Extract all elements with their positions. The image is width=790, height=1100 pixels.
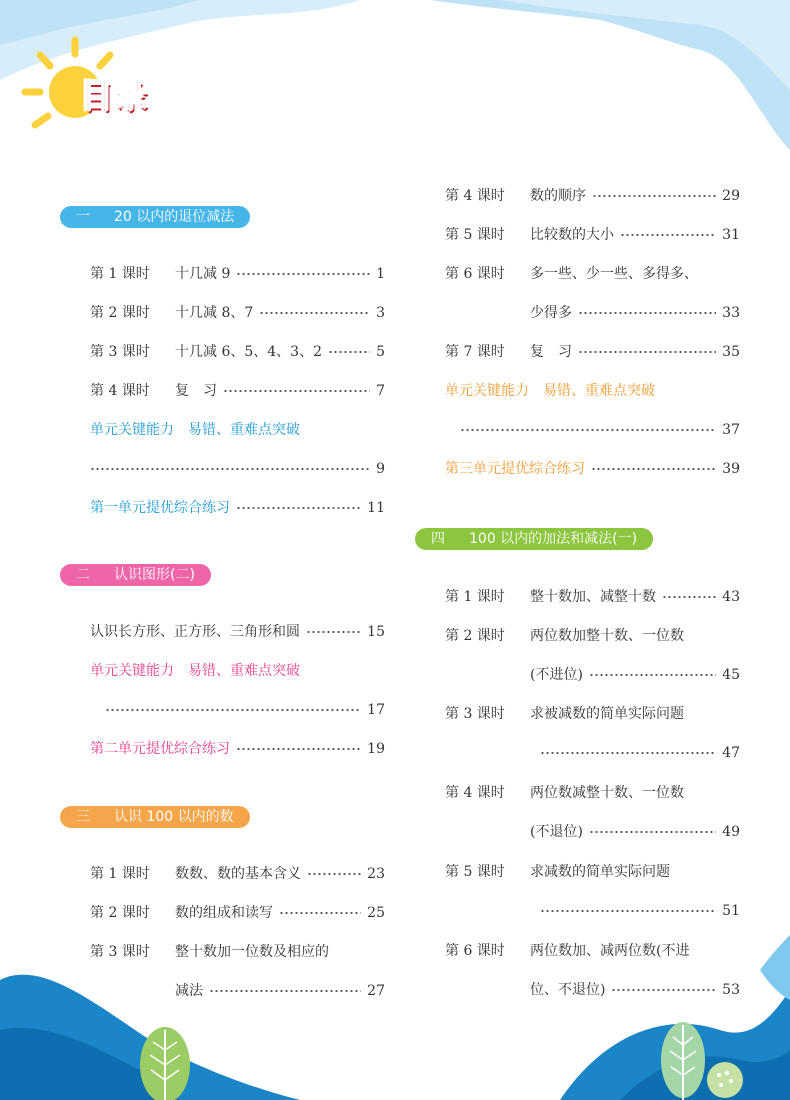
toc-key-skill[interactable]: 单元关键能力 易错、重难点突破 [90, 663, 300, 679]
page-title: 目录 [80, 76, 149, 114]
unit-2-number: 二 [76, 567, 90, 583]
toc-entry-page[interactable]: 51 [540, 901, 740, 921]
toc-entry-page[interactable]: 47 [540, 743, 740, 763]
toc-entry[interactable]: 第 5 课时 求减数的简单实际问题 [445, 864, 670, 880]
toc-entry-continued[interactable]: 减法 27 [175, 983, 385, 999]
unit-4-title: 100 以内的加法和减法(一) [469, 531, 638, 547]
toc-entry[interactable]: 第 5 课时 比较数的大小 31 [445, 227, 740, 243]
toc-entry[interactable]: 第 4 课时 两位数减整十数、一位数 [445, 785, 684, 801]
toc-entry[interactable]: 第 2 课时 十几减 8、7 3 [90, 305, 385, 321]
toc-entry-continued[interactable]: 位、不退位) 53 [530, 982, 740, 998]
unit-1-header[interactable] [60, 206, 250, 228]
toc-key-skill-page[interactable]: 9 [90, 459, 385, 479]
toc-key-skill[interactable]: 单元关键能力 易错、重难点突破 [90, 422, 300, 438]
toc-entry[interactable]: 第 4 课时 数的顺序 29 [445, 188, 740, 204]
toc-entry[interactable]: 认识长方形、正方形、三角形和圆 15 [90, 624, 385, 640]
unit-2-header[interactable] [60, 564, 211, 586]
toc-key-skill-page[interactable]: 17 [105, 700, 385, 720]
unit-1-number: 一 [76, 209, 90, 225]
toc-entry[interactable]: 第 2 课时 数的组成和读写 25 [90, 905, 385, 921]
toc-entry[interactable]: 第 2 课时 两位数加整十数、一位数 [445, 628, 684, 644]
toc-practice[interactable]: 第三单元提优综合练习 39 [445, 461, 740, 477]
toc-practice[interactable]: 第一单元提优综合练习 11 [90, 500, 385, 516]
unit-3-header[interactable] [60, 806, 250, 828]
toc-key-skill[interactable]: 单元关键能力 易错、重难点突破 [445, 383, 655, 399]
toc-key-skill-page[interactable]: 37 [460, 420, 740, 440]
toc-entry[interactable]: 第 3 课时 整十数加一位数及相应的 [90, 944, 329, 960]
unit-3-number: 三 [76, 809, 90, 825]
tree-left-icon [135, 1020, 195, 1100]
toc-entry[interactable]: 第 1 课时 整十数加、减整十数 43 [445, 589, 740, 605]
unit-4-number: 四 [431, 531, 445, 547]
unit-4-header[interactable] [415, 528, 653, 550]
toc-entry[interactable]: 第 1 课时 数数、数的基本含义 23 [90, 866, 385, 882]
unit-1-title: 20 以内的退位减法 [114, 209, 235, 225]
toc-entry[interactable]: 第 6 课时 两位数加、减两位数(不进 [445, 943, 690, 959]
toc-entry[interactable]: 第 7 课时 复 习 35 [445, 344, 740, 360]
toc-entry[interactable]: 第 6 课时 多一些、少一些、多得多、 [445, 266, 698, 282]
toc-entry[interactable]: 第 4 课时 复 习 7 [90, 383, 385, 399]
toc-entry-continued[interactable]: (不进位) 45 [530, 667, 740, 683]
toc-entry-continued[interactable]: (不退位) 49 [530, 824, 740, 840]
toc-practice[interactable]: 第二单元提优综合练习 19 [90, 741, 385, 757]
toc-entry[interactable]: 第 3 课时 十几减 6、5、4、3、2 5 [90, 344, 385, 360]
toc-entry[interactable]: 第 1 课时 十几减 9 1 [90, 266, 385, 282]
toc-entry[interactable]: 第 3 课时 求被减数的简单实际问题 [445, 706, 684, 722]
toc-entry-continued[interactable]: 少得多 33 [530, 305, 740, 321]
unit-3-title: 认识 100 以内的数 [114, 809, 234, 825]
unit-2-title: 认识图形(二) [114, 567, 195, 583]
tree-right-icon [655, 1015, 745, 1100]
